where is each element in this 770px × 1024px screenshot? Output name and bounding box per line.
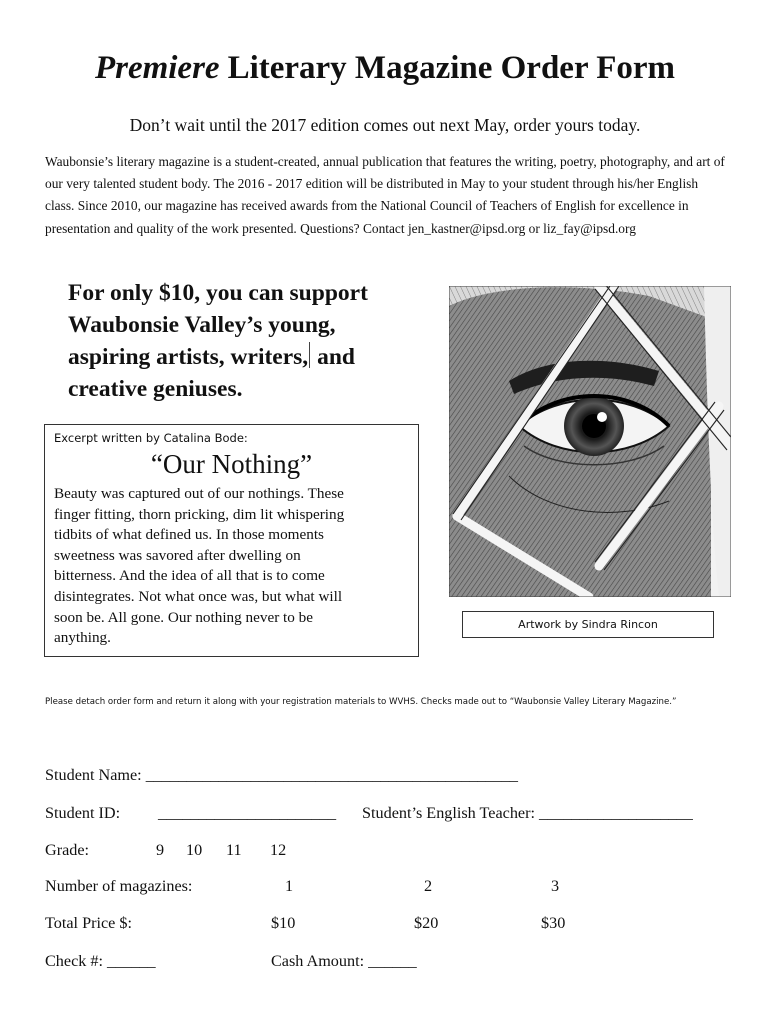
num-magazines-label: Number of magazines: bbox=[45, 877, 193, 895]
grade-option-12[interactable]: 12 bbox=[270, 841, 287, 859]
price-option-20: $20 bbox=[414, 914, 439, 932]
title-italic-word: Premiere bbox=[94, 50, 220, 86]
cash-amount-field[interactable]: Cash Amount: ______ bbox=[271, 952, 417, 970]
poem-line: sweetness was savored after dwelling on bbox=[54, 546, 301, 564]
intro-paragraph: Waubonsie’s literary magazine is a student-created, annual publication that features the writing, poetry, photography, and art of our very talented student body. The 2016 - 2017 edition will be distributed in May to your student through his/her English class. Since 2010, our magazine has received awards from the National Council of Teachers of English for excellence in presentation and quality of the work presented. Questions? Contact jen_kastner@ipsd.org or liz_fay@ipsd.org bbox=[45, 154, 725, 236]
poem-line: soon be. All gone. Our nothing never to be bbox=[54, 608, 313, 626]
poem-line: tidbits of what defined us. In those moments bbox=[54, 526, 324, 544]
artwork-image bbox=[449, 286, 731, 597]
grade-option-9[interactable]: 9 bbox=[156, 841, 165, 859]
poem-title: “Our Nothing” bbox=[150, 449, 313, 479]
title-rest: Literary Magazine Order Form bbox=[227, 50, 676, 86]
promo-line: aspiring artists, writers, and bbox=[68, 344, 355, 370]
grade-label: Grade: bbox=[45, 841, 90, 859]
detach-note: Please detach order form and return it along with your registration materials to WVHS. Checks made out to “Waubonsie Valley Literary Magazine.” bbox=[45, 697, 677, 707]
poem-line: finger fitting, thorn pricking, dim lit whispering bbox=[54, 505, 345, 523]
check-number-field[interactable]: Check #: ______ bbox=[45, 952, 156, 970]
poem-body bbox=[54, 484, 404, 649]
artwork-drawing bbox=[449, 286, 731, 597]
total-price-label: Total Price $: bbox=[45, 914, 132, 932]
student-id-field[interactable]: ______________________ bbox=[158, 804, 337, 822]
excerpt-label: Excerpt written by Catalina Bode: bbox=[54, 431, 248, 445]
quantity-option-3[interactable]: 3 bbox=[551, 877, 560, 895]
student-id-label: Student ID: bbox=[45, 804, 121, 822]
quantity-option-1[interactable]: 1 bbox=[285, 877, 294, 895]
price-option-10: $10 bbox=[271, 914, 296, 932]
english-teacher-field[interactable]: Student’s English Teacher: ___________________ bbox=[362, 804, 693, 822]
poem-line: Beauty was captured out of our nothings. These bbox=[54, 485, 344, 502]
page-title bbox=[0, 50, 770, 87]
promo-heading bbox=[68, 277, 428, 405]
promo-line: Waubonsie Valley’s young, bbox=[68, 312, 336, 338]
grade-option-11[interactable]: 11 bbox=[226, 841, 242, 859]
grade-option-10[interactable]: 10 bbox=[186, 841, 203, 859]
promo-line: For only $10, you can support bbox=[68, 280, 368, 306]
artwork-credit: Artwork by Sindra Rincon bbox=[518, 618, 658, 631]
price-option-30: $30 bbox=[541, 914, 566, 932]
poem-line: disintegrates. Not what once was, but what will bbox=[54, 587, 343, 605]
student-name-field[interactable]: Student Name: ______________________________________________ bbox=[45, 766, 519, 784]
promo-line: creative geniuses. bbox=[68, 376, 243, 402]
quantity-option-2[interactable]: 2 bbox=[424, 877, 433, 895]
tagline: Don’t wait until the 2017 edition comes out next May, order yours today. bbox=[129, 115, 641, 135]
poem-line: anything. bbox=[54, 629, 111, 647]
poem-line: bitterness. And the idea of all that is to come bbox=[54, 567, 325, 585]
